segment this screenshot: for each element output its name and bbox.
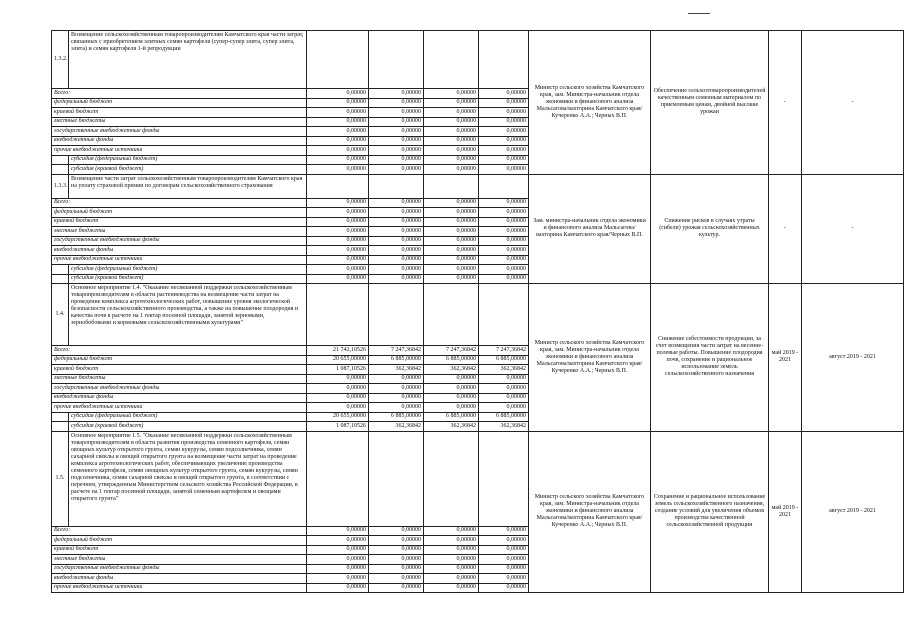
start-date: май 2019 - 2021 (769, 284, 802, 432)
row-label: федеральный бюджет (52, 98, 307, 108)
value-cell: 20 655,00000 (307, 355, 369, 365)
value-cell: 0,00000 (479, 227, 529, 237)
value-cell: 0,00000 (479, 208, 529, 218)
value-cell: 0,00000 (424, 555, 479, 565)
value-cell: 0,00000 (369, 227, 424, 237)
value-cell: 0,00000 (479, 165, 529, 175)
row-label: краевой бюджет (52, 108, 307, 118)
row-description: Основное мероприятие 1.5. "Оказание несвязанной поддержки сельскохозяйственным товаропроизводителям в области развития производства семенного картофеля, семян овощных культур открытого грунта, семян кукурузы, семян подсолнечника, семян сахарной свеклы и овощей открытого грунта на возмещение части затрат на проведение комплекса агротехнологических работ, обеспечивающих увеличение производства семенного картофеля, семян овощных культур открытого грунта, семян кукурузы, семян подсолнечника, семян сахарной свеклы и овощей открытого грунта, в соответствии с перечнем, утвержденным Министерством сельского хозяйства Российской Федерации, в расчете на 1 гектар посевной площади, занятой семенным картофелем и овощами открытого грунта" (69, 431, 307, 526)
value-cell: 0,00000 (369, 217, 424, 227)
value-cell: 0,00000 (424, 583, 479, 593)
value-cell: 0,00000 (479, 545, 529, 555)
document-page (51, 30, 903, 640)
value-cell: 362,36842 (479, 422, 529, 432)
value-cell: 0,00000 (424, 236, 479, 246)
value-cell: 0,00000 (424, 564, 479, 574)
row-label: федеральный бюджет (52, 355, 307, 365)
value-cell: 0,00000 (307, 108, 369, 118)
value-cell: 0,00000 (369, 98, 424, 108)
value-cell: 0,00000 (424, 89, 479, 99)
value-cell: 0,00000 (369, 384, 424, 394)
value-cell: 0,00000 (479, 89, 529, 99)
row-label: субсидия (федеральный бюджет) (69, 265, 307, 275)
value-cell: 0,00000 (479, 274, 529, 284)
row-label: краевой бюджет (52, 365, 307, 375)
row-description: Основное мероприятие 1.4. "Оказание несвязанной поддержки сельскохозяйственным товаропроизводителям в области растениеводства на возмещение части затрат на проведение комплекса агротехнологических работ, повышение уровня экологической безопасности сельскохозяйственного производства, а также на повышение плодородия и качества почв в расчете на 1 гектар посевной площади, занятой зерновыми, зернобобовыми и кормовыми сельскохозяйственными культурами" (69, 284, 307, 346)
value-cell: 7 247,36842 (479, 346, 529, 356)
row-label: государственные внебюджетные фонды (52, 384, 307, 394)
end-date: август 2019 - 2021 (802, 284, 904, 432)
value-cell: 0,00000 (307, 198, 369, 208)
row-description: Возмещение сельскохозяйственным товаропроизводителям Камчатского края части затрат, связанных с приобретением элитных семян картофеля (супер-супер элита, супер элита, элита) и семян картофеля 1-й репродукции (69, 31, 307, 89)
responsible-executor: Министр сельского хозяйства Камчатского края, зам. Министра-начальник отдела экономики и финансового анализа Мальсагова/вахторина Камчатского края/Кучеренко А.А.; Черных В.П. (529, 284, 651, 432)
value-cell: 0,00000 (307, 374, 369, 384)
responsible-executor: Министр сельского хозяйства Камчатского края, зам. Министра-начальник отдела экономики и финансового анализа Мальсагова/вахторина Камчатского края/Кучеренко А.А.; Черных В.П. (529, 31, 651, 175)
row-index: 1.5. (52, 431, 69, 526)
value-cell: 6 885,00000 (369, 412, 424, 422)
expected-result: Сохранение и рациональное использование земель сельскохозяйственного назначения, создание условий для увеличения объемов производства качественной сельскохозяйственной продукции (651, 431, 769, 593)
value-cell: 0,00000 (369, 198, 424, 208)
value-cell: 0,00000 (479, 384, 529, 394)
value-cell: 0,00000 (307, 89, 369, 99)
row-label: федеральный бюджет (52, 208, 307, 218)
value-cell: 0,00000 (424, 274, 479, 284)
value-cell: 0,00000 (424, 526, 479, 536)
row-label: субсидия (федеральный бюджет) (69, 155, 307, 165)
value-cell: 0,00000 (479, 98, 529, 108)
value-cell: 0,00000 (479, 526, 529, 536)
row-label: субсидия (краевой бюджет) (69, 165, 307, 175)
expected-result: Снижение себестоимости продукции, за счет возмещения части затрат на весенне-полевые работы. Повышение плодородия почв, сохранение и рациональное использование земель сельскохозяйственного назначения (651, 284, 769, 432)
value-cell: 0,00000 (307, 217, 369, 227)
value-cell: 362,36842 (479, 365, 529, 375)
value-cell: 0,00000 (307, 564, 369, 574)
row-label: прочие внебюджетные источники (52, 255, 307, 265)
value-cell: 0,00000 (424, 117, 479, 127)
row-label: местные бюджеты (52, 555, 307, 565)
value-cell: 1 087,10526 (307, 365, 369, 375)
value-cell: 0,00000 (424, 108, 479, 118)
value-cell: 0,00000 (479, 555, 529, 565)
value-cell: 0,00000 (424, 155, 479, 165)
value-cell: 6 885,00000 (369, 355, 424, 365)
value-cell: 0,00000 (424, 384, 479, 394)
value-cell: 0,00000 (307, 227, 369, 237)
value-cell: 0,00000 (479, 393, 529, 403)
value-cell: 0,00000 (307, 146, 369, 156)
value-cell: 0,00000 (307, 274, 369, 284)
row-label: местные бюджеты (52, 374, 307, 384)
value-cell: 0,00000 (369, 574, 424, 584)
value-cell: 0,00000 (369, 265, 424, 275)
value-cell: 0,00000 (307, 98, 369, 108)
value-cell: 0,00000 (479, 574, 529, 584)
value-cell: 0,00000 (307, 246, 369, 256)
value-cell: 0,00000 (307, 265, 369, 275)
row-label: государственные внебюджетные фонды (52, 236, 307, 246)
value-cell: 0,00000 (307, 155, 369, 165)
value-cell: 0,00000 (479, 117, 529, 127)
row-label: государственные внебюджетные фонды (52, 564, 307, 574)
value-cell: 0,00000 (369, 545, 424, 555)
value-cell: 0,00000 (307, 255, 369, 265)
value-cell: 0,00000 (424, 165, 479, 175)
value-cell: 0,00000 (369, 146, 424, 156)
row-label: прочие внебюджетные источники (52, 403, 307, 413)
row-label: внебюджетные фонды (52, 393, 307, 403)
row-label: краевой бюджет (52, 217, 307, 227)
value-cell: 0,00000 (369, 536, 424, 546)
value-cell: 0,00000 (369, 583, 424, 593)
value-cell: 20 655,00000 (307, 412, 369, 422)
value-cell: 362,36842 (369, 365, 424, 375)
value-cell: 0,00000 (369, 403, 424, 413)
value-cell: 6 885,00000 (424, 412, 479, 422)
value-cell: 0,00000 (307, 583, 369, 593)
value-cell: 0,00000 (307, 545, 369, 555)
value-cell: 7 247,36842 (424, 346, 479, 356)
value-cell: 0,00000 (479, 198, 529, 208)
value-cell: 0,00000 (424, 127, 479, 137)
row-index: 1.4. (52, 284, 69, 346)
value-cell: 0,00000 (307, 127, 369, 137)
top-dash-mark (688, 13, 710, 14)
value-cell: 6 885,00000 (479, 355, 529, 365)
value-cell: 0,00000 (369, 127, 424, 137)
value-cell: 21 742,10526 (307, 346, 369, 356)
row-label: прочие внебюджетные источники (52, 146, 307, 156)
row-label: внебюджетные фонды (52, 246, 307, 256)
start-date: май 2019 - 2021 (769, 431, 802, 593)
value-cell: 0,00000 (479, 255, 529, 265)
row-label: Всего: (52, 526, 307, 536)
end-date: август 2019 - 2021 (802, 431, 904, 593)
value-cell: 0,00000 (479, 583, 529, 593)
value-cell: 6 885,00000 (424, 355, 479, 365)
value-cell: 0,00000 (369, 555, 424, 565)
value-cell: 0,00000 (307, 574, 369, 584)
value-cell: 0,00000 (479, 136, 529, 146)
start-date: - (769, 31, 802, 175)
value-cell: 0,00000 (369, 526, 424, 536)
value-cell: 0,00000 (369, 236, 424, 246)
value-cell: 0,00000 (369, 117, 424, 127)
value-cell: 0,00000 (424, 198, 479, 208)
row-label: внебюджетные фонды (52, 136, 307, 146)
value-cell: 0,00000 (479, 265, 529, 275)
value-cell: 0,00000 (479, 155, 529, 165)
value-cell: 0,00000 (307, 136, 369, 146)
value-cell: 0,00000 (479, 127, 529, 137)
value-cell: 0,00000 (369, 155, 424, 165)
value-cell: 0,00000 (369, 208, 424, 218)
value-cell: 0,00000 (479, 374, 529, 384)
row-label: местные бюджеты (52, 117, 307, 127)
value-cell: 0,00000 (307, 526, 369, 536)
row-index: 1.3.3. (52, 174, 69, 198)
value-cell: 0,00000 (479, 564, 529, 574)
row-label: федеральный бюджет (52, 536, 307, 546)
budget-table (51, 30, 904, 593)
value-cell: 0,00000 (369, 393, 424, 403)
value-cell: 0,00000 (369, 108, 424, 118)
value-cell: 0,00000 (424, 545, 479, 555)
value-cell: 0,00000 (307, 208, 369, 218)
value-cell: 0,00000 (424, 208, 479, 218)
value-cell: 0,00000 (424, 574, 479, 584)
value-cell: 0,00000 (369, 89, 424, 99)
row-label: внебюджетные фонды (52, 574, 307, 584)
row-index: 1.3.2. (52, 31, 69, 89)
value-cell: 0,00000 (424, 374, 479, 384)
expected-result: Снижение рисков в случаях утраты (гибели) урожая сельскохозяйственных культур. (651, 174, 769, 284)
row-label: государственные внебюджетные фонды (52, 127, 307, 137)
row-label: прочие внебюджетные источники (52, 583, 307, 593)
value-cell: 0,00000 (424, 217, 479, 227)
row-description: Возмещение части затрат сельскохозяйственным товаропроизводителям Камчатского края на уплату страховой премии по договорам сельскохозяйственного страхования (69, 174, 307, 198)
value-cell: 0,00000 (307, 536, 369, 546)
row-label: субсидия (краевой бюджет) (69, 274, 307, 284)
value-cell: 7 247,36842 (369, 346, 424, 356)
value-cell: 6 885,00000 (479, 412, 529, 422)
value-cell: 0,00000 (369, 246, 424, 256)
value-cell: 0,00000 (307, 384, 369, 394)
value-cell: 0,00000 (424, 246, 479, 256)
value-cell: 0,00000 (307, 403, 369, 413)
value-cell: 0,00000 (479, 403, 529, 413)
value-cell: 0,00000 (307, 555, 369, 565)
end-date: - (802, 31, 904, 175)
row-label: Всего: (52, 89, 307, 99)
value-cell: 0,00000 (369, 165, 424, 175)
value-cell: 0,00000 (479, 246, 529, 256)
value-cell: 0,00000 (369, 136, 424, 146)
responsible-executor: Зам. министра-начальник отдела экономики и финансового анализа Мальсагова/вахторина Камчатского края/Черных В.П. (529, 174, 651, 284)
responsible-executor: Министр сельского хозяйства Камчатского края, зам. Министра-начальник отдела экономики и финансового анализа Мальсагова/вахторина Камчатского края/Кучеренко А.А.; Черных В.П. (529, 431, 651, 593)
expected-result: Обеспечение сельхозтоваропроизводителей качественным семенным материалом по приемлемым ценам, двойной высокие урожаи (651, 31, 769, 175)
value-cell: 362,36842 (424, 365, 479, 375)
start-date: - (769, 174, 802, 284)
value-cell: 0,00000 (369, 274, 424, 284)
value-cell: 0,00000 (479, 108, 529, 118)
row-label: краевой бюджет (52, 545, 307, 555)
value-cell: 0,00000 (424, 136, 479, 146)
value-cell: 0,00000 (307, 393, 369, 403)
row-label: Всего: (52, 346, 307, 356)
value-cell: 0,00000 (479, 236, 529, 246)
value-cell: 0,00000 (307, 117, 369, 127)
value-cell: 0,00000 (307, 165, 369, 175)
value-cell: 0,00000 (369, 564, 424, 574)
value-cell: 0,00000 (369, 255, 424, 265)
value-cell: 0,00000 (424, 255, 479, 265)
value-cell: 0,00000 (479, 146, 529, 156)
row-label: местные бюджеты (52, 227, 307, 237)
value-cell: 0,00000 (479, 217, 529, 227)
value-cell: 362,36842 (424, 422, 479, 432)
value-cell: 1 087,10526 (307, 422, 369, 432)
value-cell: 0,00000 (424, 98, 479, 108)
value-cell: 0,00000 (424, 227, 479, 237)
row-label: субсидия (федеральный бюджет) (69, 412, 307, 422)
value-cell: 0,00000 (424, 146, 479, 156)
row-label: Всего: (52, 198, 307, 208)
value-cell: 0,00000 (424, 536, 479, 546)
value-cell: 0,00000 (424, 403, 479, 413)
value-cell: 0,00000 (369, 374, 424, 384)
row-label: субсидия (краевой бюджет) (69, 422, 307, 432)
value-cell: 0,00000 (424, 265, 479, 275)
value-cell: 362,36842 (369, 422, 424, 432)
value-cell: 0,00000 (307, 236, 369, 246)
end-date: - (802, 174, 904, 284)
value-cell: 0,00000 (424, 393, 479, 403)
value-cell: 0,00000 (479, 536, 529, 546)
